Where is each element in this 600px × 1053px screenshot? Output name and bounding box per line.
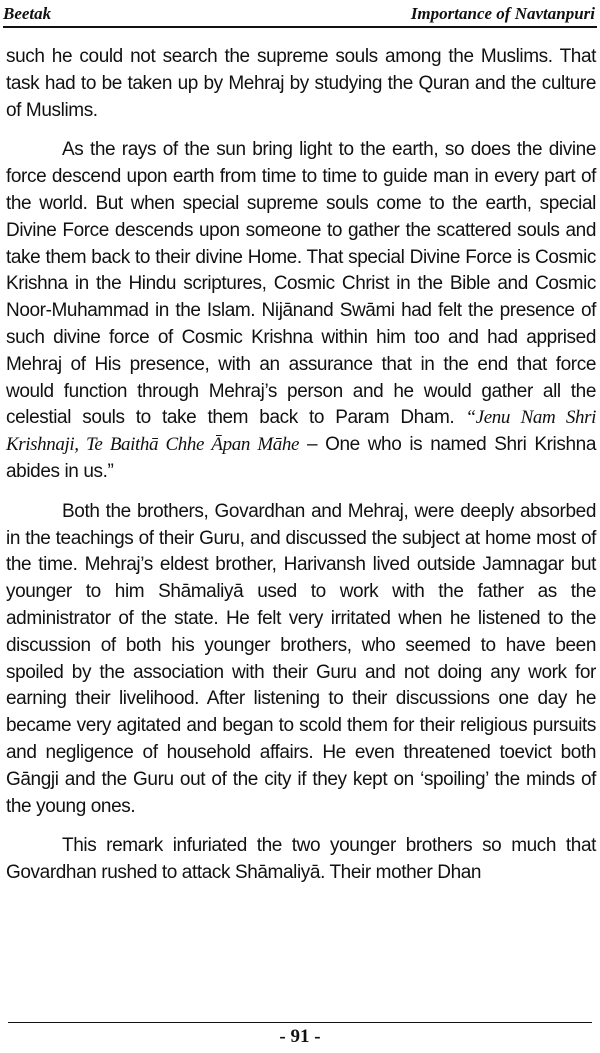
paragraph-2-quote: “Jenu Nam Shri Krishnaji, Te Baithā Chhe Āpan Māhe [6,407,596,456]
paragraph-2 [6,137,596,485]
paragraph-4: This remark infuriated the two younger brothers so much that Govardhan rushed to attack Shāmaliyā. Their mother Dhan [6,835,596,884]
paragraph-1: such he could not search the supreme souls among the Muslims. That task had to be taken up by Mehraj by studying the Quran and the culture of Muslims. [6,46,596,121]
paragraph-3: Both the brothers, Govardhan and Mehraj, were deeply absorbed in the teachings of their Guru, and discussed the subject at home most of the time. Mehraj’s eldest brother, Harivansh lived outside Jamnagar but younger to him Shāmaliyā used to work with the father as the administrator of the state. He felt very irritated when he listened to the discussion of both his younger brothers, who seemed to have been spoiled by the association with their Guru and not doing any work for earning their livelihood. After listening to their discussions one day he became very agitated and began to scold them for their religious pursuits and negligence of household affairs. He even threatened toevict both Gāngji and the Guru out of the city if they kept on ‘spoiling’ the minds of the young ones. [6,500,596,817]
paragraph-2-end: – One who is named Shri Krishna abides in us.” [6,434,596,482]
page-number: - 91 - [279,1026,321,1047]
footer-rule [8,1022,592,1023]
header-book-title: Beetak [3,4,52,23]
running-header [3,4,597,28]
body-text [6,44,596,900]
paragraph-2-text: As the rays of the sun bring light to the earth, so does the divine force descend upon earth from time to time to guide man in every part of the world. But when special supreme souls come to the earth, special Divine Force descends upon someone to gather the scattered souls and take them back to their divine Home. That special Divine Force is Cosmic Krishna in the Hindu scriptures, Cosmic Christ in the Bible and Cosmic Noor-Muhammad in the Islam. Nijānand Swāmi had felt the presence of such divine force of Cosmic Krishna within him too and had apprised Mehraj of His presence, with an assurance that in the end that force would function through Mehraj’s person and he would gather all the celestial souls to take them back to Param Dham. [6,139,596,429]
header-chapter-title: Importance of Navtanpuri [410,4,595,23]
